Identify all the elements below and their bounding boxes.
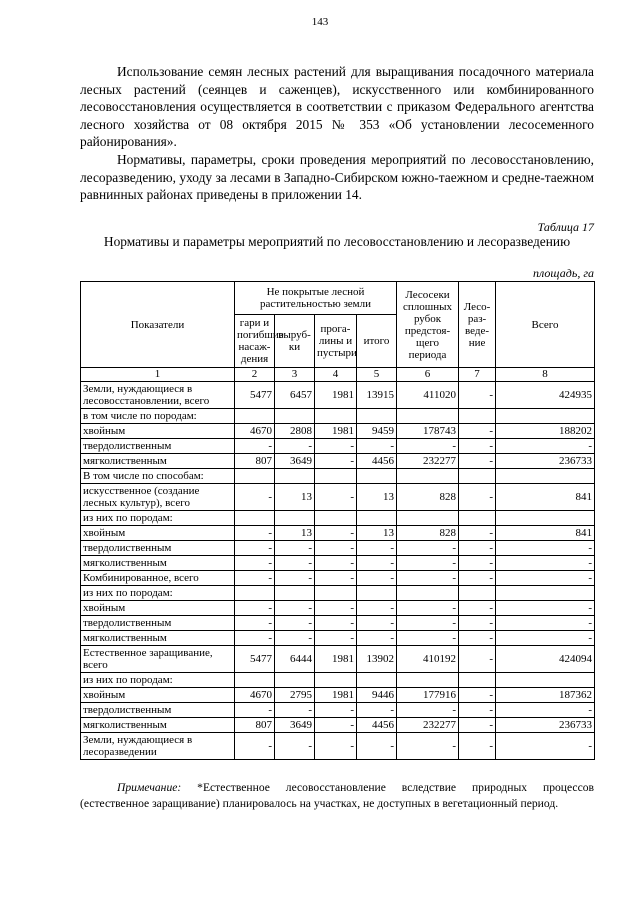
cell-value — [496, 511, 595, 526]
cell-value: - — [397, 556, 459, 571]
row-label: искусственное (создание лесных культур), всего — [81, 484, 235, 511]
table-row — [81, 469, 595, 484]
cell-value: 13 — [275, 526, 315, 541]
cell-value: 232277 — [397, 454, 459, 469]
cell-value: 13902 — [357, 646, 397, 673]
cell-value — [397, 673, 459, 688]
cell-value: - — [315, 484, 357, 511]
column-numbers-row — [81, 368, 595, 382]
cell-value: - — [459, 556, 496, 571]
cell-value: - — [459, 688, 496, 703]
cell-value: - — [496, 733, 595, 760]
cell-value: - — [275, 556, 315, 571]
cell-value: 4670 — [235, 688, 275, 703]
cell-value: 3649 — [275, 718, 315, 733]
cell-value — [496, 409, 595, 424]
paragraph-seed-use: Использование семян лесных растений для выращивания посадочного материала лесных растений (сеянцев и саженцев), искусственного или комбинированного лесовосстановления осуществляется в соответствии с приказом Федерального агентства лесного хозяйства от 08 октября 2015 № 353 «Об установлении лесосеменного районирования». — [80, 64, 594, 149]
cell-value: 828 — [397, 484, 459, 511]
table-row — [81, 733, 595, 760]
cell-value: 13915 — [357, 382, 397, 409]
row-label: мягколиственным — [81, 718, 235, 733]
cell-value: - — [496, 556, 595, 571]
cell-value: - — [235, 733, 275, 760]
row-label: Естественное заращивание, всего — [81, 646, 235, 673]
cell-value: - — [397, 733, 459, 760]
table-row — [81, 601, 595, 616]
header-afforestation: Лесо-раз-веде-ние — [459, 282, 496, 368]
cell-value: - — [275, 631, 315, 646]
table-row — [81, 571, 595, 586]
cell-value — [459, 673, 496, 688]
cell-value: - — [275, 439, 315, 454]
cell-value: 1981 — [315, 646, 357, 673]
row-label: мягколиственным — [81, 454, 235, 469]
cell-value: 424935 — [496, 382, 595, 409]
cell-value: - — [459, 541, 496, 556]
column-number: 6 — [397, 368, 459, 382]
cell-value: - — [459, 718, 496, 733]
cell-value — [496, 673, 595, 688]
row-label: твердолиственным — [81, 439, 235, 454]
cell-value — [357, 511, 397, 526]
cell-value: 9459 — [357, 424, 397, 439]
cell-value: - — [496, 601, 595, 616]
cell-value — [357, 469, 397, 484]
cell-value: - — [235, 601, 275, 616]
cell-value: 13 — [275, 484, 315, 511]
table-row — [81, 424, 595, 439]
cell-value: - — [315, 454, 357, 469]
table-row — [81, 439, 595, 454]
reforestation-table — [80, 281, 595, 760]
cell-value — [397, 511, 459, 526]
cell-value — [397, 469, 459, 484]
header-total: Всего — [496, 282, 595, 368]
cell-value: - — [459, 631, 496, 646]
cell-value: - — [315, 631, 357, 646]
row-label: хвойным — [81, 601, 235, 616]
table-row — [81, 718, 595, 733]
cell-value: 177916 — [397, 688, 459, 703]
cell-value — [235, 673, 275, 688]
cell-value: 2808 — [275, 424, 315, 439]
cell-value: - — [275, 541, 315, 556]
table-row — [81, 556, 595, 571]
row-label: В том числе по способам: — [81, 469, 235, 484]
row-label: из них по породам: — [81, 586, 235, 601]
row-label: Комбинированное, всего — [81, 571, 235, 586]
cell-value: - — [496, 631, 595, 646]
cell-value: - — [315, 718, 357, 733]
cell-value — [357, 586, 397, 601]
cell-value: - — [315, 571, 357, 586]
cell-value — [235, 469, 275, 484]
cell-value — [397, 409, 459, 424]
cell-value: - — [357, 541, 397, 556]
cell-value: - — [459, 439, 496, 454]
cell-value: - — [315, 541, 357, 556]
cell-value: 236733 — [496, 454, 595, 469]
cell-value: 3649 — [275, 454, 315, 469]
cell-value: 2795 — [275, 688, 315, 703]
cell-value: - — [275, 733, 315, 760]
cell-value — [315, 673, 357, 688]
cell-value: - — [315, 616, 357, 631]
cell-value — [459, 586, 496, 601]
table-row — [81, 511, 595, 526]
cell-value: - — [459, 703, 496, 718]
cell-value: - — [357, 571, 397, 586]
table-row — [81, 586, 595, 601]
cell-value — [275, 673, 315, 688]
row-label: мягколиственным — [81, 556, 235, 571]
row-label: Земли, нуждающиеся в лесоразведении — [81, 733, 235, 760]
cell-value — [496, 586, 595, 601]
table-row — [81, 631, 595, 646]
cell-value: 410192 — [397, 646, 459, 673]
row-label: твердолиственным — [81, 703, 235, 718]
cell-value: - — [397, 616, 459, 631]
cell-value — [459, 409, 496, 424]
cell-value: - — [459, 484, 496, 511]
unit-label: площадь, га — [533, 266, 594, 280]
cell-value: - — [459, 454, 496, 469]
table-row — [81, 454, 595, 469]
cell-value: - — [357, 616, 397, 631]
cell-value: - — [235, 439, 275, 454]
row-label: из них по породам: — [81, 511, 235, 526]
column-number: 8 — [496, 368, 595, 382]
column-number: 7 — [459, 368, 496, 382]
cell-value — [315, 511, 357, 526]
column-number: 3 — [275, 368, 315, 382]
cell-value: 4456 — [357, 718, 397, 733]
cell-value: - — [357, 733, 397, 760]
row-label: хвойным — [81, 688, 235, 703]
cell-value: - — [397, 631, 459, 646]
cell-value — [235, 409, 275, 424]
cell-value: 236733 — [496, 718, 595, 733]
cell-value: 232277 — [397, 718, 459, 733]
cell-value — [315, 409, 357, 424]
note-title: Примечание: — [117, 781, 182, 794]
cell-value: - — [357, 703, 397, 718]
cell-value: - — [496, 439, 595, 454]
cell-value: - — [235, 703, 275, 718]
cell-value: - — [235, 631, 275, 646]
header-glades: прога-лины и пустыри — [315, 315, 357, 368]
cell-value: - — [496, 616, 595, 631]
table-row — [81, 484, 595, 511]
cell-value: 828 — [397, 526, 459, 541]
header-uncovered-lands: Не покрытые лесной растительностью земли — [235, 282, 397, 315]
cell-value: 807 — [235, 454, 275, 469]
cell-value — [275, 409, 315, 424]
cell-value: - — [459, 733, 496, 760]
table-label: Таблица 17 — [537, 220, 594, 234]
row-label: в том числе по породам: — [81, 409, 235, 424]
cell-value: - — [275, 616, 315, 631]
cell-value: 6444 — [275, 646, 315, 673]
cell-value: 411020 — [397, 382, 459, 409]
cell-value: 178743 — [397, 424, 459, 439]
cell-value: - — [315, 733, 357, 760]
cell-value: 13 — [357, 484, 397, 511]
table-row — [81, 616, 595, 631]
cell-value: 4456 — [357, 454, 397, 469]
cell-value: 424094 — [496, 646, 595, 673]
cell-value: 841 — [496, 484, 595, 511]
cell-value: - — [357, 601, 397, 616]
cell-value: - — [315, 556, 357, 571]
cell-value: - — [459, 424, 496, 439]
cell-value: - — [459, 526, 496, 541]
cell-value: - — [357, 439, 397, 454]
cell-value: - — [275, 601, 315, 616]
cell-value: 6457 — [275, 382, 315, 409]
cell-value — [275, 511, 315, 526]
cell-value: - — [235, 616, 275, 631]
cell-value: - — [275, 703, 315, 718]
note-text: *Естественное лесовосстановление вследствие природных процессов (естественное заращивание) планировалось на участках, не доступных в вегетационный период. — [80, 781, 594, 810]
header-clearcut-areas: Лесосеки сплошных рубок предстоя-щего периода — [397, 282, 459, 368]
row-label: хвойным — [81, 526, 235, 541]
row-label: твердолиственным — [81, 616, 235, 631]
cell-value: - — [496, 571, 595, 586]
header-indicators: Показатели — [81, 282, 235, 368]
cell-value: - — [315, 601, 357, 616]
cell-value: - — [275, 571, 315, 586]
cell-value — [357, 409, 397, 424]
column-number: 1 — [81, 368, 235, 382]
cell-value — [496, 469, 595, 484]
row-label: Земли, нуждающиеся в лесовосстановлении, всего — [81, 382, 235, 409]
cell-value — [275, 586, 315, 601]
cell-value: 841 — [496, 526, 595, 541]
cell-value: 5477 — [235, 382, 275, 409]
cell-value: - — [496, 541, 595, 556]
cell-value: 1981 — [315, 382, 357, 409]
table-title: Нормативы и параметры мероприятий по лесовосстановлению и лесоразведению — [103, 234, 571, 249]
row-label: хвойным — [81, 424, 235, 439]
cell-value: 807 — [235, 718, 275, 733]
cell-value: - — [397, 439, 459, 454]
cell-value: 1981 — [315, 424, 357, 439]
cell-value — [459, 511, 496, 526]
table-row — [81, 541, 595, 556]
cell-value: - — [235, 556, 275, 571]
cell-value: 13 — [357, 526, 397, 541]
cell-value: 1981 — [315, 688, 357, 703]
cell-value: - — [459, 601, 496, 616]
cell-value: - — [459, 616, 496, 631]
cell-value — [357, 673, 397, 688]
table-body — [81, 382, 595, 760]
cell-value — [315, 469, 357, 484]
cell-value: - — [397, 703, 459, 718]
table-row — [81, 703, 595, 718]
cell-value: - — [235, 541, 275, 556]
cell-value: - — [315, 526, 357, 541]
row-label: твердолиственным — [81, 541, 235, 556]
header-subtotal: итого — [357, 315, 397, 368]
row-label: из них по породам: — [81, 673, 235, 688]
cell-value: 4670 — [235, 424, 275, 439]
cell-value: - — [496, 703, 595, 718]
page-number: 143 — [311, 16, 329, 28]
cell-value: - — [357, 631, 397, 646]
cell-value: 9446 — [357, 688, 397, 703]
column-number: 4 — [315, 368, 357, 382]
footnote — [80, 780, 594, 812]
cell-value: 5477 — [235, 646, 275, 673]
header-clearings: выруб-ки — [275, 315, 315, 368]
table-row — [81, 409, 595, 424]
column-number: 5 — [357, 368, 397, 382]
cell-value — [315, 586, 357, 601]
cell-value: - — [315, 439, 357, 454]
cell-value: - — [235, 526, 275, 541]
cell-value: 188202 — [496, 424, 595, 439]
cell-value — [235, 586, 275, 601]
header-burnt: гари и погибшие насаж-дения — [235, 315, 275, 368]
table-row — [81, 673, 595, 688]
cell-value: - — [357, 556, 397, 571]
cell-value: - — [459, 571, 496, 586]
column-number: 2 — [235, 368, 275, 382]
cell-value: 187362 — [496, 688, 595, 703]
cell-value: - — [235, 571, 275, 586]
cell-value: - — [235, 484, 275, 511]
paragraph-norms-reference: Нормативы, параметры, сроки проведения мероприятий по лесовосстановлению, лесоразведению, уходу за лесами в Западно-Сибирском южно-таежном и средне-таежном равнинных районах приведены в приложении 14. — [80, 152, 594, 202]
row-label: мягколиственным — [81, 631, 235, 646]
cell-value — [235, 511, 275, 526]
cell-value — [459, 469, 496, 484]
cell-value: - — [459, 382, 496, 409]
cell-value: - — [397, 571, 459, 586]
cell-value: - — [459, 646, 496, 673]
cell-value — [397, 586, 459, 601]
table-row — [81, 646, 595, 673]
cell-value: - — [315, 703, 357, 718]
cell-value: - — [397, 601, 459, 616]
table-row — [81, 688, 595, 703]
cell-value: - — [397, 541, 459, 556]
table-row — [81, 382, 595, 409]
cell-value — [275, 469, 315, 484]
table-row — [81, 526, 595, 541]
